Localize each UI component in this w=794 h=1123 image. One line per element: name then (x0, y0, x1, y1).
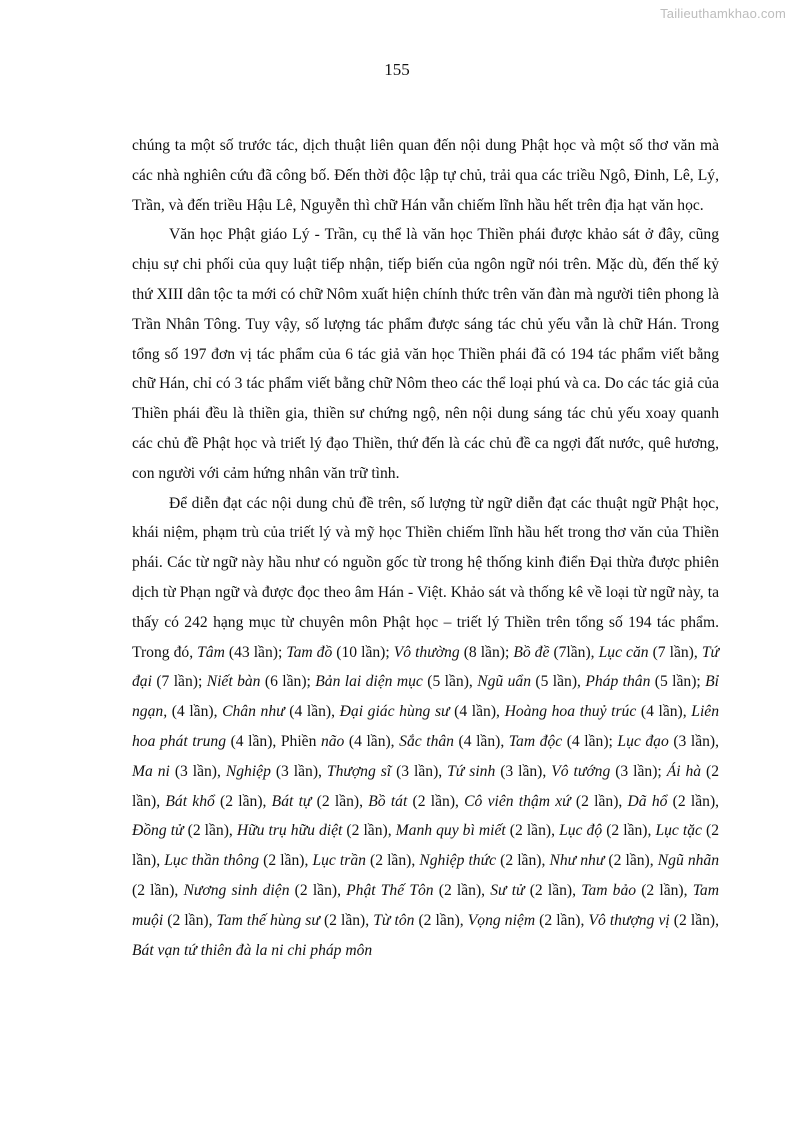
buddhist-term: Manh quy bì miết (395, 822, 506, 840)
buddhist-term: Đồng tử (132, 822, 184, 840)
term-count: (4 lần), (449, 703, 505, 721)
term-count: (3 lần), (270, 762, 327, 780)
buddhist-term: Vô tướng (551, 762, 611, 780)
buddhist-term: Ái hà (666, 762, 702, 780)
term-count: (2 lần), (535, 911, 589, 929)
term-count: (3 lần), (495, 762, 552, 780)
buddhist-term: Bồ tát (368, 792, 408, 810)
buddhist-term: Lục căn (598, 643, 649, 661)
buddhist-term: Chân như (222, 703, 285, 721)
term-count: (2 lần), (214, 792, 272, 810)
term-count: (5 lần), (422, 673, 478, 691)
term-count: (4 lần), (636, 703, 692, 721)
buddhist-term: Ngũ uẩn (477, 673, 531, 691)
term-count: (4 lần); (562, 732, 618, 750)
buddhist-term: Tam muội (132, 881, 719, 929)
buddhist-term: Lục tặc (655, 822, 702, 840)
term-count: (7 lần), (648, 643, 702, 661)
term-count: (2 lần), (505, 822, 560, 840)
term-count: (2 lần), (407, 792, 465, 810)
buddhist-term: Bát vạn tứ thiên đà la ni chi pháp môn (132, 941, 373, 959)
buddhist-term: Tâm (197, 643, 225, 661)
buddhist-term: Tứ đại (132, 643, 719, 691)
term-count: (2 lần), (604, 852, 658, 870)
term-count: (5 lần), (531, 673, 586, 691)
buddhist-term: Dã hổ (627, 792, 668, 810)
term-count: (7 lần); (151, 673, 207, 691)
term-count: (2 lần), (414, 911, 468, 929)
buddhist-term: Bát khổ (165, 792, 215, 810)
buddhist-term: Bồ đề (513, 643, 550, 661)
page-number: 155 (384, 60, 410, 79)
term-count: (2 lần), (132, 881, 184, 899)
term-count: (2 lần), (602, 822, 656, 840)
term-count: (2 lần), (342, 822, 396, 840)
term-count: (2 lần), (667, 792, 720, 810)
page-body (132, 131, 719, 965)
buddhist-term: Vô thượng vị (588, 911, 670, 929)
term-count: (2 lần), (636, 881, 693, 899)
term-count: (5 lần); (650, 673, 706, 691)
paragraph-term-list (132, 489, 719, 966)
term-count: (4 lần), (453, 732, 509, 750)
term-count: (2 lần), (570, 792, 628, 810)
buddhist-term: Thượng sĩ (326, 762, 392, 780)
buddhist-term: Ma ni (132, 762, 170, 780)
term-count: (2 lần), (132, 762, 720, 810)
term-count: (3 lần), (169, 762, 226, 780)
term-count: (2 lần), (669, 911, 720, 929)
buddhist-term: Tam đồ (286, 643, 333, 661)
term-count: (2 lần), (289, 881, 347, 899)
term-count: (2 lần), (433, 881, 491, 899)
term-count: (4 lần), (284, 703, 340, 721)
buddhist-term: Nghiệp (225, 762, 271, 780)
paragraph-intro: Để diễn đạt các nội dung chủ đề trên, số lượng từ ngữ diễn đạt các thuật ngữ Phật học, khái niệm, phạm trù của triết lý và mỹ học Thiền chiếm lĩnh hầu hết trong thơ văn của Thiền phái. Các từ ngữ này hầu như có nguồn gốc từ trong hệ thống kinh điển Đại thừa được phiên dịch từ Phạn ngữ và được đọc theo âm Hán - Việt. Khảo sát và thống kê về loại từ ngữ này, ta thấy có 242 hạng mục từ chuyên môn Phật học – triết lý Thiền trên tổng số 194 tác phẩm. Trong đó, (132, 494, 719, 661)
term-count: (2 lần), (163, 911, 217, 929)
buddhist-term: Nghiệp thức (419, 852, 497, 870)
term-count: (2 lần), (365, 852, 420, 870)
buddhist-term: Bản lai diện mục (315, 673, 423, 691)
buddhist-term: Như như (549, 852, 605, 870)
buddhist-term: Nương sinh diện (183, 881, 290, 899)
term-count: (3 lần), (391, 762, 448, 780)
buddhist-term: Tam độc (508, 732, 563, 750)
buddhist-term: Pháp thân (585, 673, 651, 691)
term-count: (2 lần), (183, 822, 237, 840)
term-count: (4 lần), (344, 732, 400, 750)
term-count: (7lần), (549, 643, 599, 661)
term-count: (3 lần), (668, 732, 720, 750)
buddhist-term: Từ tôn (373, 911, 415, 929)
term-count: (6 lần); (260, 673, 316, 691)
buddhist-term: Vọng niệm (467, 911, 536, 929)
term-count: (2 lần), (319, 911, 374, 929)
term-count: (43 lần); (224, 643, 287, 661)
buddhist-term: Lục trần (312, 852, 366, 870)
paragraph: Văn học Phật giáo Lý - Trần, cụ thể là văn học Thiền phái được khảo sát ở đây, cũng chịu sự chi phối của quy luật tiếp nhận, tiếp biến của ngôn ngữ nói trên. Mặc dù, đến thế kỷ thứ XIII dân tộc ta mới có chữ Nôm xuất hiện chính thức trên văn đàn mà người tiên phong là Trần Nhân Tông. Tuy vậy, số lượng tác phẩm được sáng tác chủ yếu vẫn là chữ Hán. Trong tổng số 197 đơn vị tác phẩm của 6 tác giả văn học Thiền phái đã có 194 tác phẩm viết bằng chữ Hán, chỉ có 3 tác phẩm viết bằng chữ Nôm theo các thể loại phú và ca. Do các tác giả của Thiền phái đều là thiền gia, thiền sư chứng ngộ, nên nội dung sáng tác chủ yếu xoay quanh các chủ đề Phật học và triết lý đạo Thiền, thứ đến là các chủ đề ca ngợi đất nước, quê hương, con người với cảm hứng nhân văn trữ tình. (132, 226, 719, 482)
buddhist-term: Sắc thân (399, 732, 454, 750)
buddhist-term: Hoàng hoa thuỷ trúc (504, 703, 637, 721)
buddhist-term: Ngũ nhãn (657, 852, 720, 870)
buddhist-term: Liên hoa phát trung (132, 703, 719, 750)
term-count: (10 lần); (332, 643, 394, 661)
term-count: (2 lần), (311, 792, 369, 810)
buddhist-term: Đại giác hùng sư (339, 703, 450, 721)
buddhist-term: Lục đạo (617, 732, 669, 750)
term-count: (2 lần), (259, 852, 313, 870)
term-count: (8 lần); (459, 643, 514, 661)
buddhist-term: Sư tử (490, 881, 525, 899)
buddhist-term: Tam thế hùng sư (216, 911, 320, 929)
term-count: (4 lần), (167, 703, 223, 721)
buddhist-term: não (320, 732, 345, 750)
buddhist-term: Lục độ (559, 822, 603, 840)
term-count: (2 lần), (132, 822, 720, 870)
buddhist-term: Tứ sinh (447, 762, 496, 780)
term-count: (2 lần), (496, 852, 550, 870)
buddhist-term: Bỉ ngạn, (132, 673, 720, 721)
buddhist-term: Bát tự (271, 792, 312, 810)
buddhist-term: Lục thần thông (164, 852, 260, 870)
term-count: (3 lần); (610, 762, 667, 780)
buddhist-term: Vô thường (393, 643, 460, 661)
buddhist-term: Tam bảo (581, 881, 637, 899)
buddhist-term: Phật Thế Tôn (346, 881, 434, 899)
term-count: (4 lần), Phiền (226, 732, 321, 750)
paragraph: chúng ta một số trước tác, dịch thuật liên quan đến nội dung Phật học và một số thơ văn mà các nhà nghiên cứu đã công bố. Đến thời độc lập tự chủ, trải qua các triều Ngô, Đinh, Lê, Lý, Trần, và đến triều Hậu Lê, Nguyễn thì chữ Hán vẫn chiếm lĩnh hầu hết trên địa hạt văn học. (132, 137, 719, 214)
buddhist-term: Niết bàn (206, 673, 261, 691)
watermark: Tailieuthamkhao.com (660, 6, 786, 21)
buddhist-term: Cô viên thậm xứ (464, 792, 571, 810)
buddhist-term: Hữu trụ hữu diệt (236, 822, 343, 840)
term-count: (2 lần), (524, 881, 582, 899)
